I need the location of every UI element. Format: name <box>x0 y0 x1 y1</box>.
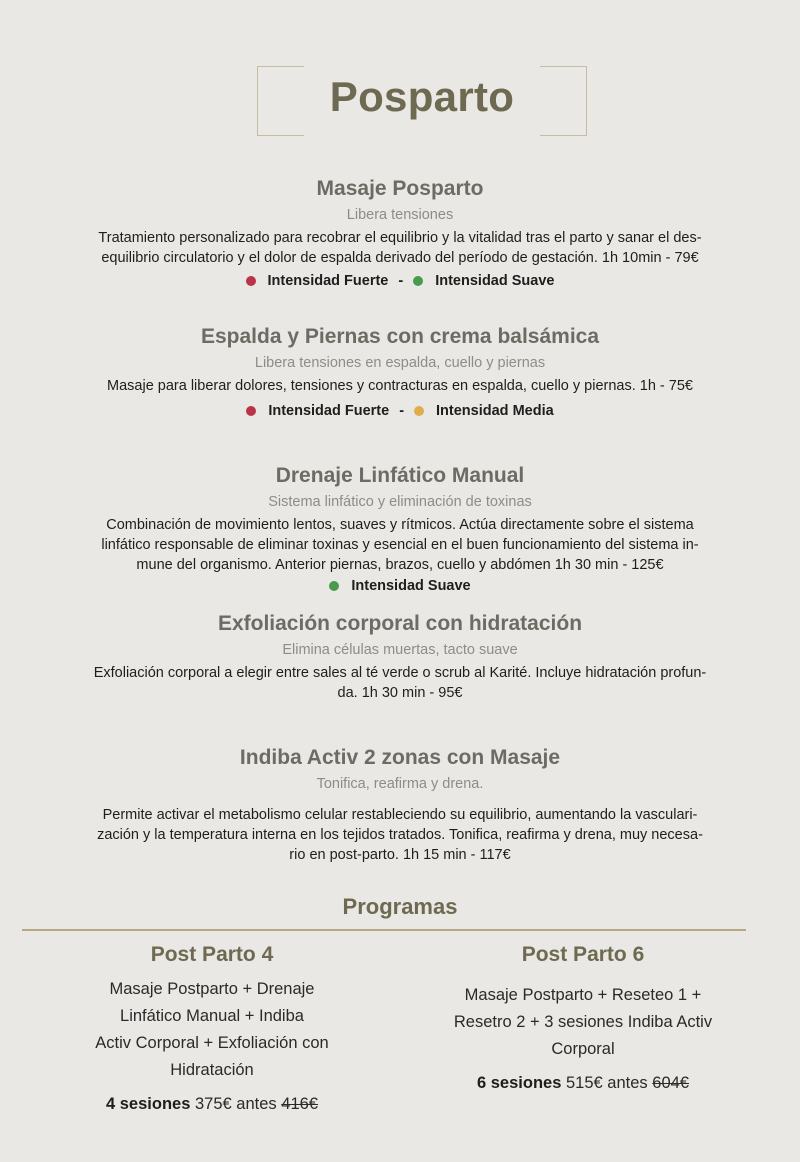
intensity-strong-dot <box>246 276 256 286</box>
description-line: zación y la temperatura interna en los tejidos tratados. Tonifica, reafirma y drena, muy necesa- <box>97 827 703 843</box>
program-line: Hidratación <box>170 1061 254 1079</box>
program-before-label: antes <box>607 1074 648 1092</box>
intensity-label: Intensidad Fuerte <box>267 273 389 289</box>
service-subtitle: Libera tensiones <box>346 207 454 223</box>
program-old-price: 416€ <box>281 1095 318 1113</box>
intensity-legend <box>0 575 800 597</box>
service-description <box>0 228 800 268</box>
description-line: rio en post-parto. 1h 15 min - 117€ <box>289 847 511 863</box>
service-description <box>0 515 800 575</box>
program-post-parto-6 <box>418 942 748 1095</box>
intensity-legend <box>0 270 800 292</box>
intensity-soft-dot <box>329 581 339 591</box>
service-drenaje-linfatico <box>0 463 800 597</box>
title-frame <box>257 66 587 136</box>
service-indiba <box>0 745 800 865</box>
program-old-price: 604€ <box>652 1074 689 1092</box>
service-subtitle: Libera tensiones en espalda, cuello y piernas <box>254 355 546 371</box>
program-sessions: 6 sesiones <box>477 1074 562 1092</box>
program-line: Masaje Postparto + Drenaje <box>109 980 315 998</box>
intensity-soft-dot <box>413 276 423 286</box>
service-title: Espalda y Piernas con crema balsámica <box>200 325 600 348</box>
description-line: da. 1h 30 min - 95€ <box>337 685 463 701</box>
description-line: linfático responsable de eliminar toxinas y esencial en el buen funcionamiento del sistema in- <box>101 537 699 553</box>
intensity-separator: - <box>399 403 405 419</box>
description-line: mune del organismo. Anterior piernas, brazos, cuello y abdómen 1h 30 min - 125€ <box>136 557 664 573</box>
intensity-label: Intensidad Fuerte <box>268 403 390 419</box>
description-line: Tratamiento personalizado para recobrar el equilibrio y la vitalidad tras el parto y sanar el des- <box>98 230 702 246</box>
service-subtitle: Sistema linfático y eliminación de toxinas <box>268 494 532 510</box>
programs-heading: Programas <box>342 894 458 919</box>
intensity-label: Intensidad Suave <box>351 578 471 594</box>
program-line: Masaje Postparto + Reseteo 1 + <box>464 986 702 1004</box>
intensity-legend <box>0 400 800 422</box>
intensity-label: Intensidad Media <box>436 403 554 419</box>
intensity-strong-dot <box>246 406 256 416</box>
service-subtitle: Tonifica, reafirma y drena. <box>316 776 484 792</box>
service-title: Drenaje Linfático Manual <box>275 464 525 487</box>
service-masaje-posparto <box>0 176 800 292</box>
service-description <box>0 805 800 865</box>
service-description <box>0 376 800 396</box>
program-price <box>52 1092 372 1116</box>
service-espalda-piernas <box>0 324 800 422</box>
service-title: Masaje Posparto <box>316 177 484 200</box>
description-line: equilibrio circulatorio y el dolor de espalda derivado del período de gestación. 1h 10min - 79€ <box>101 250 699 266</box>
program-contents <box>52 976 372 1084</box>
program-line: Corporal <box>551 1040 615 1058</box>
program-line: Activ Corporal + Exfoliación con <box>95 1034 329 1052</box>
program-current-price: 515€ <box>565 1074 603 1092</box>
program-title: Post Parto 6 <box>521 943 645 966</box>
program-before-label: antes <box>236 1095 277 1113</box>
program-price <box>418 1071 748 1095</box>
program-current-price: 375€ <box>194 1095 232 1113</box>
service-exfoliacion <box>0 611 800 703</box>
intensity-separator: - <box>398 273 404 289</box>
service-title: Exfoliación corporal con hidratación <box>217 612 583 635</box>
programs-divider <box>22 929 746 931</box>
service-subtitle: Elimina células muertas, tacto suave <box>282 642 518 658</box>
program-sessions: 4 sesiones <box>106 1095 191 1113</box>
description-line: Exfoliación corporal a elegir entre sales al té verde o scrub al Karité. Incluye hidratación profun- <box>93 665 707 681</box>
intensity-label: Intensidad Suave <box>435 273 555 289</box>
service-title: Indiba Activ 2 zonas con Masaje <box>239 746 561 769</box>
program-line: Linfático Manual + Indiba <box>120 1007 304 1025</box>
page-title: Posparto <box>329 73 515 120</box>
program-post-parto-4 <box>52 942 372 1116</box>
program-contents <box>418 982 748 1063</box>
description-line: Combinación de movimiento lentos, suaves y rítmicos. Actúa directamente sobre el sistema <box>106 517 694 533</box>
program-title: Post Parto 4 <box>150 943 274 966</box>
description-line: Permite activar el metabolismo celular restableciendo su equilibrio, aumentando la vasculari- <box>102 807 698 823</box>
service-description <box>0 663 800 703</box>
description-line: Masaje para liberar dolores, tensiones y contracturas en espalda, cuello y piernas. 1h - 75€ <box>107 378 693 394</box>
intensity-medium-dot <box>414 406 424 416</box>
program-line: Resetro 2 + 3 sesiones Indiba Activ <box>453 1013 713 1031</box>
